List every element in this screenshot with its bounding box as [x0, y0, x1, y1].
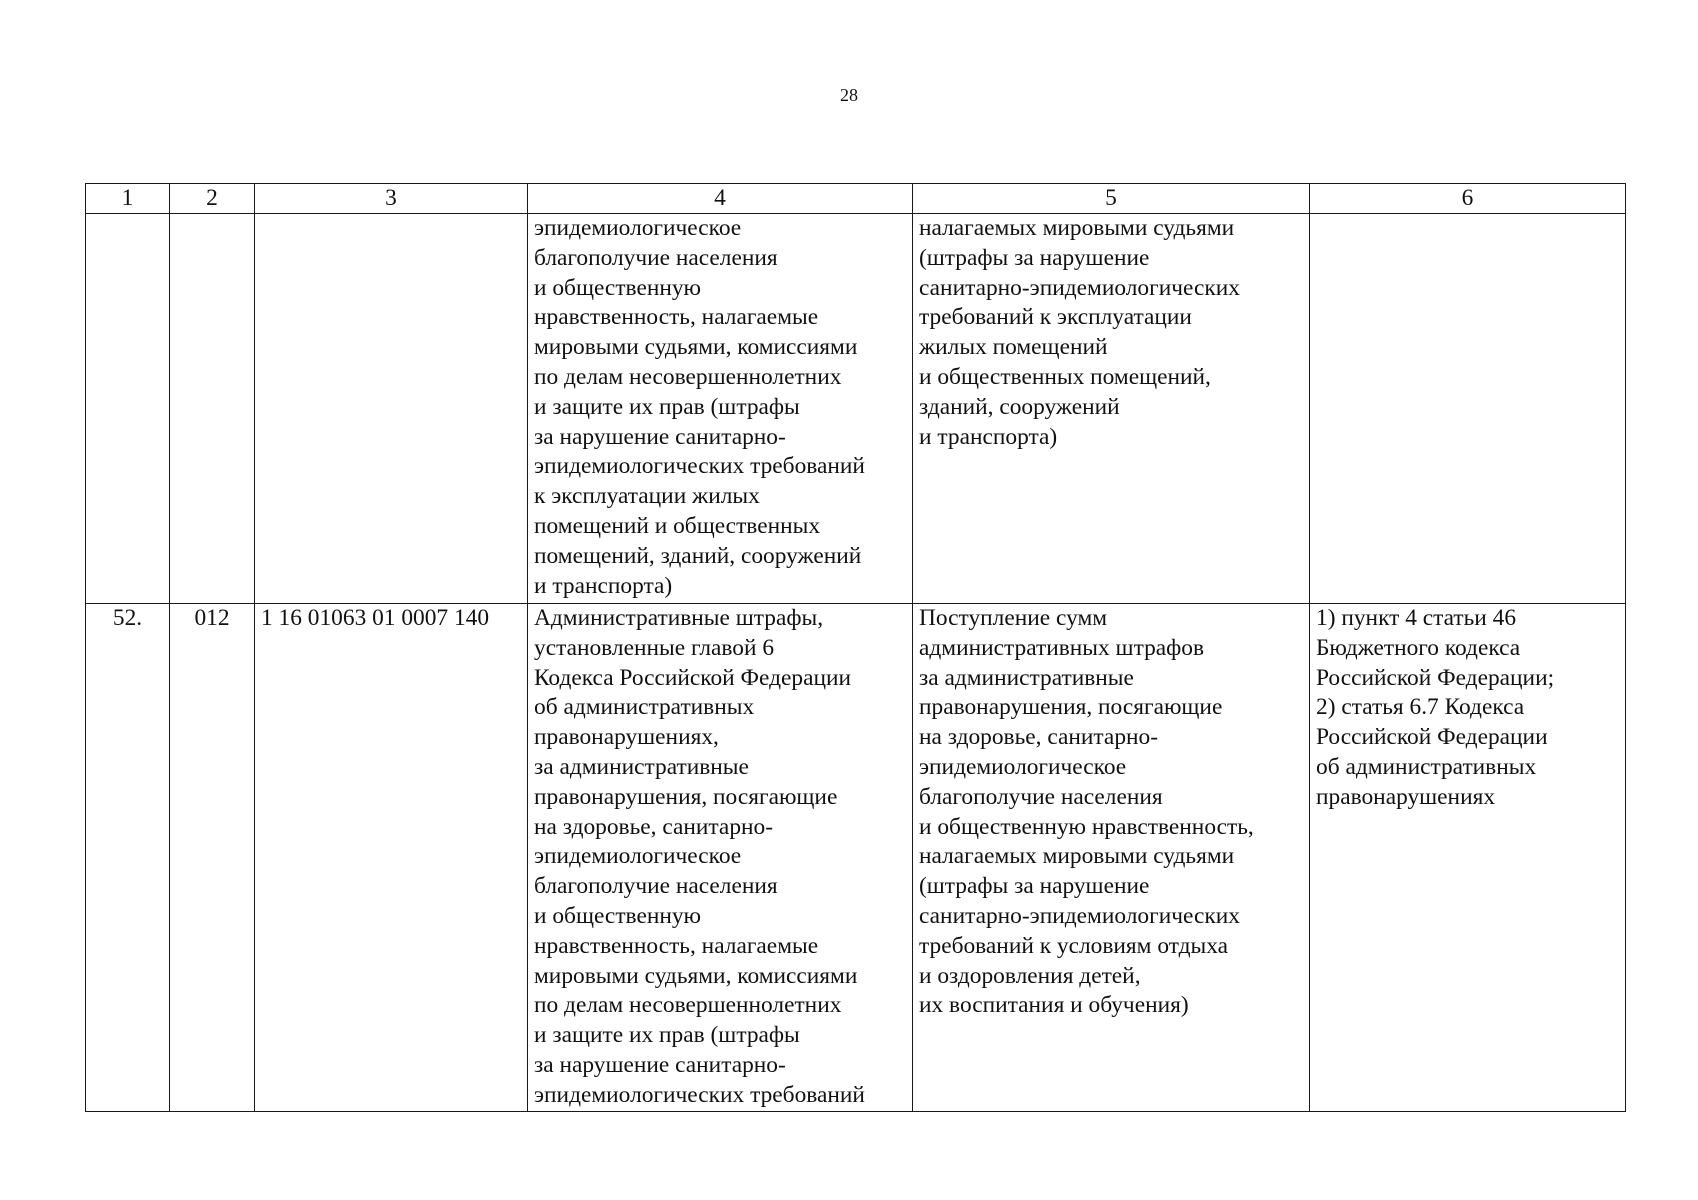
cell-text-line: установленные главой 6	[534, 634, 775, 661]
cell-text-line: и оздоровления детей,	[919, 962, 1141, 989]
cell-text-line: правонарушениях,	[534, 724, 719, 751]
cell-text-line: зданий, сооружений	[919, 393, 1120, 420]
cell-text-line: правонарушениях	[1316, 783, 1496, 810]
cell-text-line: Поступление сумм	[919, 605, 1108, 631]
cell-text-line: 2) статья 6.7 Кодекса	[1316, 694, 1525, 721]
cell-income-description	[913, 214, 1310, 604]
cell-text-line: об административных	[534, 694, 755, 721]
cell-number: 52.	[86, 604, 170, 1112]
cell-text-line: нравственность, налагаемые	[534, 304, 819, 331]
cell-text-line: за нарушение санитарно-	[534, 423, 786, 450]
cell-text-line: и транспорта)	[534, 572, 673, 599]
cell-legal-basis	[1310, 604, 1626, 1112]
cell-text-line: налагаемых мировыми судьями	[919, 215, 1235, 241]
cell-legal-basis	[1310, 214, 1626, 604]
cell-text-line: эпидемиологическое	[534, 843, 742, 870]
cell-text-line: по делам несовершеннолетних	[534, 992, 842, 1019]
cell-text-line: требований к условиям отдыха	[919, 932, 1229, 959]
cell-text-line: нравственность, налагаемые	[534, 932, 819, 959]
cell-text-line: мировыми судьями, комиссиями	[534, 962, 858, 989]
column-header-5: 5	[913, 184, 1310, 214]
cell-text-line: помещений, зданий, сооружений	[534, 542, 862, 569]
cell-text-line: требований к эксплуатации	[919, 304, 1192, 331]
cell-text-line: на здоровье, санитарно-	[919, 724, 1159, 751]
table-row-continued	[86, 214, 1626, 604]
cell-text-line: на здоровье, санитарно-	[534, 813, 774, 840]
cell-text-line: за нарушение санитарно-	[534, 1051, 786, 1078]
cell-text-line: 1) пункт 4 статьи 46	[1316, 605, 1517, 631]
cell-text-line: помещений и общественных	[534, 512, 821, 539]
cell-text-line: санитарно-эпидемиологических	[919, 274, 1240, 301]
cell-text-line: (штрафы за нарушение	[919, 244, 1150, 271]
budget-classification-table	[85, 183, 1626, 1112]
cell-text-line: и защите их прав (штрафы	[534, 1022, 800, 1049]
column-header-3: 3	[255, 184, 528, 214]
cell-text-line: об административных	[1316, 753, 1537, 780]
cell-income-name	[528, 214, 913, 604]
cell-text-line: эпидемиологическое	[534, 215, 742, 241]
column-header-6: 6	[1310, 184, 1626, 214]
cell-text-line: и транспорта)	[919, 423, 1058, 450]
cell-text-line: за административные	[919, 664, 1134, 691]
cell-admin-code	[170, 214, 255, 604]
cell-text-line: благополучие населения	[534, 873, 778, 900]
cell-text-line: Российской Федерации;	[1316, 664, 1555, 691]
cell-text-line: жилых помещений	[919, 334, 1108, 361]
cell-text-line: и общественную	[534, 902, 702, 929]
cell-text-line: и общественных помещений,	[919, 363, 1211, 390]
cell-kbk-code: 1 16 01063 01 0007 140	[255, 604, 528, 1112]
table-row-52	[86, 604, 1626, 1112]
cell-text-line: и общественную	[534, 274, 702, 301]
cell-text-line: по делам несовершеннолетних	[534, 363, 842, 390]
cell-admin-code: 012	[170, 604, 255, 1112]
cell-text-line: налагаемых мировыми судьями	[919, 843, 1235, 870]
column-header-2: 2	[170, 184, 255, 214]
column-header-4: 4	[528, 184, 913, 214]
cell-text-line: и общественную нравственность,	[919, 813, 1254, 840]
cell-text-line: к эксплуатации жилых	[534, 483, 760, 510]
cell-income-name	[528, 604, 913, 1112]
cell-text-line: Кодекса Российской Федерации	[534, 664, 852, 691]
cell-text-line: благополучие населения	[534, 244, 778, 271]
cell-text-line: благополучие населения	[919, 783, 1163, 810]
column-header-1: 1	[86, 184, 170, 214]
cell-text-line: эпидемиологических требований	[534, 453, 865, 480]
cell-text-line: за административные	[534, 753, 749, 780]
cell-text-line: санитарно-эпидемиологических	[919, 902, 1240, 929]
cell-text-line: Российской Федерации	[1316, 724, 1548, 751]
cell-income-description	[913, 604, 1310, 1112]
cell-text-line: Административные штрафы,	[534, 605, 824, 631]
cell-kbk-code	[255, 214, 528, 604]
page-number: 28	[840, 85, 858, 105]
cell-text-line: и защите их прав (штрафы	[534, 393, 800, 420]
table-header-row	[86, 184, 1626, 214]
cell-number	[86, 214, 170, 604]
cell-text-line: правонарушения, посягающие	[534, 783, 838, 810]
cell-text-line: (штрафы за нарушение	[919, 873, 1150, 900]
cell-text-line: их воспитания и обучения)	[919, 992, 1189, 1019]
cell-text-line: эпидемиологических требований	[534, 1081, 865, 1108]
cell-text-line: правонарушения, посягающие	[919, 694, 1223, 721]
cell-text-line: административных штрафов	[919, 634, 1205, 661]
cell-text-line: мировыми судьями, комиссиями	[534, 334, 858, 361]
cell-text-line: эпидемиологическое	[919, 753, 1127, 780]
cell-text-line: Бюджетного кодекса	[1316, 634, 1521, 661]
